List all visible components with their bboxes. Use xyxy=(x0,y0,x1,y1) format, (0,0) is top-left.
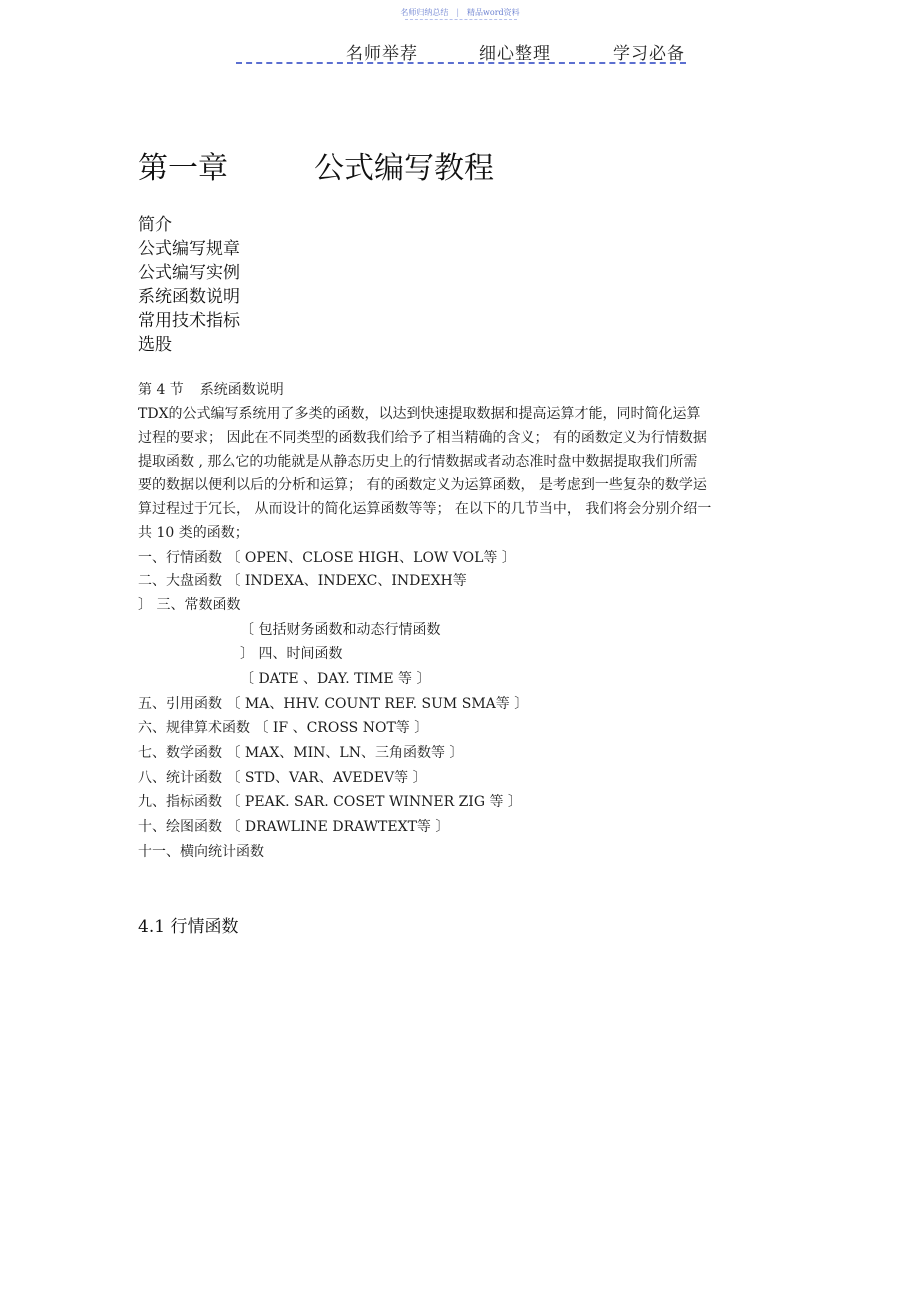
paragraph-line: 提取函数 , 那么它的功能就是从静态历史上的行情数据或者动态准时盘中数据提取我们所需 xyxy=(138,454,698,470)
section-heading xyxy=(138,379,284,399)
category-line: 二、大盘函数 〔 INDEXA、INDEXC、INDEXH等 xyxy=(138,573,467,589)
category-line: 〔 包括财务函数和动态行情函数 xyxy=(240,622,441,638)
watermark-separator: | xyxy=(456,8,460,17)
header-item-2: 细心整理 xyxy=(479,44,551,64)
toc-item: 简介 xyxy=(138,215,172,235)
category-line: 九、指标函数 〔 PEAK. SAR. COSET WINNER ZIG 等 〕 xyxy=(138,794,522,810)
chapter-name: 公式编写教程 xyxy=(314,151,494,186)
chapter-title xyxy=(138,143,494,187)
paragraph-line: 过程的要求； 因此在不同类型的函数我们给予了相当精确的含义； 有的函数定义为行情数据 xyxy=(138,430,707,446)
toc-item: 公式编写实例 xyxy=(138,263,240,283)
category-line: 〔 DATE 、DAY. TIME 等 〕 xyxy=(240,671,431,687)
watermark xyxy=(0,7,920,18)
category-line: 一、行情函数 〔 OPEN、CLOSE HIGH、LOW VOL等 〕 xyxy=(138,550,516,566)
watermark-left: 名师归纳总结 xyxy=(400,8,449,17)
subsection-heading: 4.1 行情函数 xyxy=(138,917,239,937)
category-line: 六、规律算术函数 〔 IF 、CROSS NOT等 〕 xyxy=(138,720,429,736)
paragraph-line: 算过程过于冗长， 从而设计的简化运算函数等等； 在以下的几节当中， 我们将会分别介绍一 xyxy=(138,501,712,517)
watermark-right: 精品word资料 xyxy=(467,8,520,17)
section-label: 第 4 节 xyxy=(138,382,184,398)
toc-item: 常用技术指标 xyxy=(138,311,240,331)
paragraph-line: 要的数据以便利以后的分析和运算； 有的函数定义为运算函数， 是考虑到一些复杂的数学运 xyxy=(138,477,707,493)
paragraph-line: TDX的公式编写系统用了多类的函数，以达到快速提取数据和提高运算才能，同时简化运算 xyxy=(138,406,701,422)
category-line: 八、统计函数 〔 STD、VAR、AVEDEV等 〕 xyxy=(138,770,427,786)
category-line: 〕 三、常数函数 xyxy=(138,597,241,613)
header-dashed-line xyxy=(236,62,686,64)
chapter-number: 第一章 xyxy=(138,151,228,186)
section-title: 系统函数说明 xyxy=(199,382,284,398)
toc-item: 系统函数说明 xyxy=(138,287,240,307)
watermark-dashed-line xyxy=(405,19,517,20)
toc-item: 选股 xyxy=(138,335,172,355)
header-item-3: 学习必备 xyxy=(613,44,685,64)
category-line: 〕 四、时间函数 xyxy=(240,646,343,662)
toc-item: 公式编写规章 xyxy=(138,239,240,259)
category-line: 七、数学函数 〔 MAX、MIN、LN、三角函数等 〕 xyxy=(138,745,464,761)
paragraph-line: 共 10 类的函数； xyxy=(138,525,249,541)
category-line: 五、引用函数 〔 MA、HHV. COUNT REF. SUM SMA等 〕 xyxy=(138,696,529,712)
header-item-1: 名师举荐 xyxy=(346,44,418,64)
category-line: 十一、横向统计函数 xyxy=(138,844,264,860)
category-line: 十、绘图函数 〔 DRAWLINE DRAWTEXT等 〕 xyxy=(138,819,450,835)
